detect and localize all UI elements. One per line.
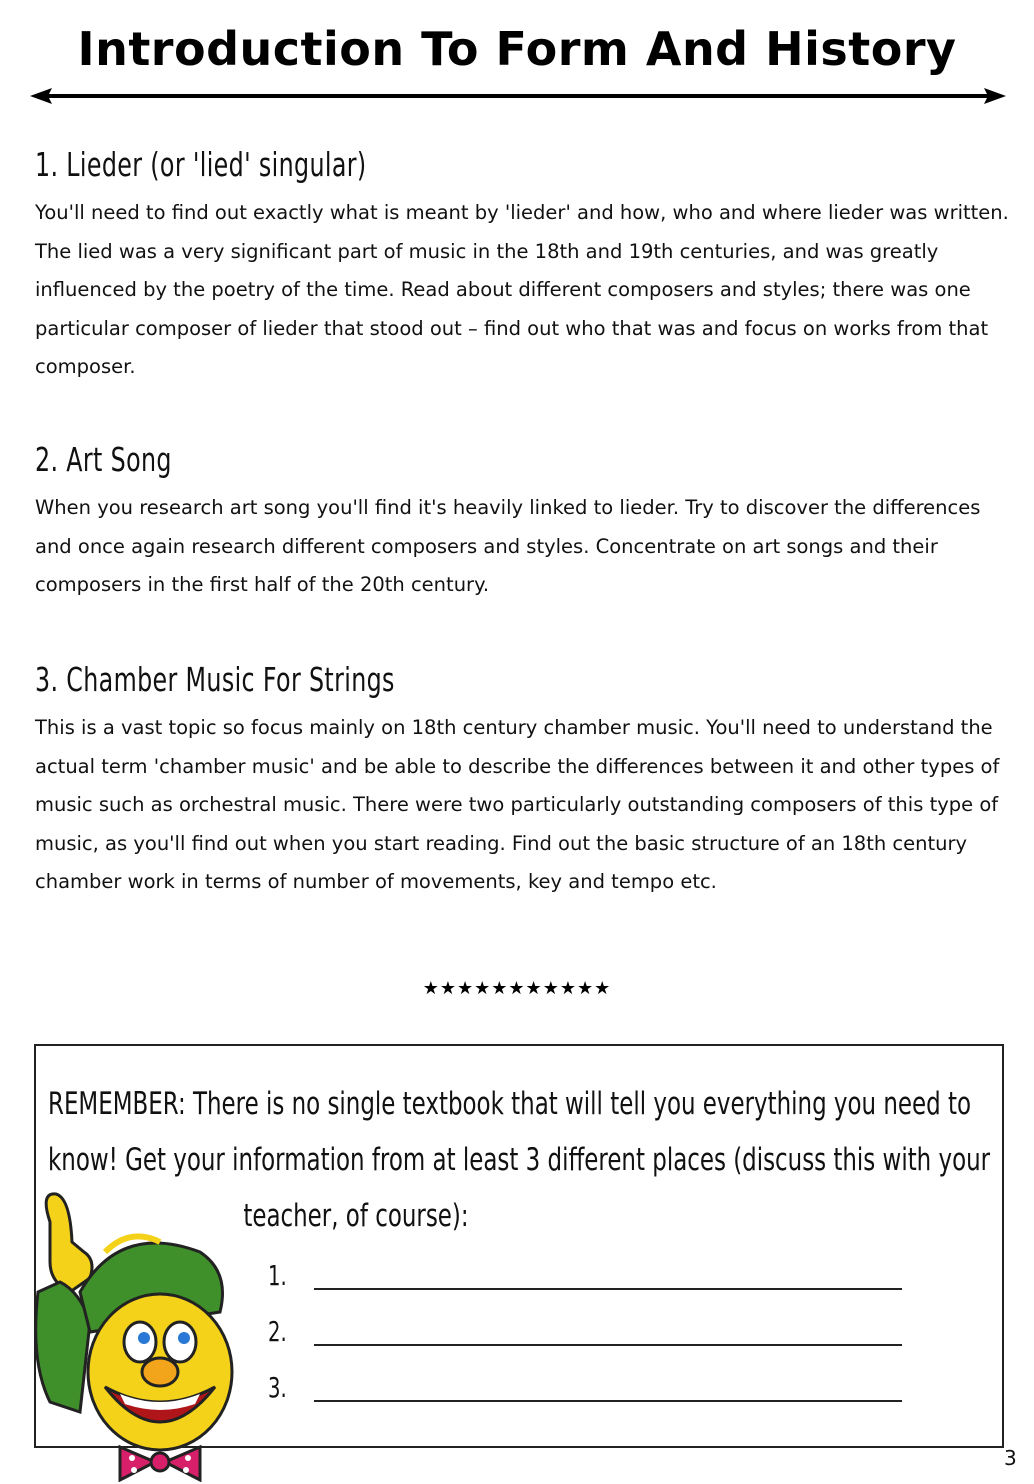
- section-lieder: [35, 145, 1010, 387]
- section-body: You'll need to find out exactly what is meant by 'lieder' and how, who and where lieder was written. The lied was a very significant part of music in the 18th and 19th centuries, and was greatly influenced by the poetry of the time. Read about different composers and styles; there was one particular composer of lieder that stood out – find out who that was and focus on works from that composer.: [35, 201, 1009, 378]
- section-chamber-music: [35, 660, 1010, 902]
- remember-line: know! Get your information from at least 3 different places (discuss this with your: [48, 1142, 991, 1178]
- section-body: When you research art song you'll find it's heavily linked to lieder. Try to discover the differences and once again research different composers and styles. Concentrate on art songs and their composers in the first half of the 20th century.: [35, 496, 981, 596]
- section-body: This is a vast topic so focus mainly on 18th century chamber music. You'll need to understand the actual term 'chamber music' and be able to describe the differences between it and other types of music such as orchestral music. There were two particularly outstanding composers of this type of music, as you'll find out when you start reading. Find out the basic structure of an 18th century chamber work in terms of number of movements, key and tempo etc.: [35, 716, 1000, 893]
- remember-line: teacher, of course):: [243, 1198, 469, 1234]
- section-heading: 2. Art Song: [35, 440, 172, 479]
- source-list-item: [268, 1254, 908, 1294]
- page-number: 3: [1004, 1446, 1017, 1470]
- remember-line: REMEMBER: There is no single textbook that will tell you everything you need to: [48, 1086, 972, 1122]
- list-number: 1.: [268, 1259, 287, 1292]
- blank-answer-line[interactable]: [314, 1344, 902, 1346]
- list-number: 3.: [268, 1371, 287, 1404]
- page-title: Introduction To Form And History: [77, 22, 957, 76]
- blank-answer-line[interactable]: [314, 1288, 902, 1290]
- section-heading: 3. Chamber Music For Strings: [35, 660, 395, 699]
- section-heading: 1. Lieder (or 'lied' singular): [35, 145, 367, 184]
- star-divider: ★★★★★★★★★★★: [422, 978, 612, 999]
- title-double-arrow-rule: [30, 86, 1006, 106]
- blank-answer-line[interactable]: [314, 1400, 902, 1402]
- list-number: 2.: [268, 1315, 287, 1348]
- source-list-item: [268, 1310, 908, 1350]
- source-list-item: [268, 1366, 908, 1406]
- cartoon-mascot-icon: [10, 1182, 260, 1482]
- section-art-song: [35, 440, 1010, 605]
